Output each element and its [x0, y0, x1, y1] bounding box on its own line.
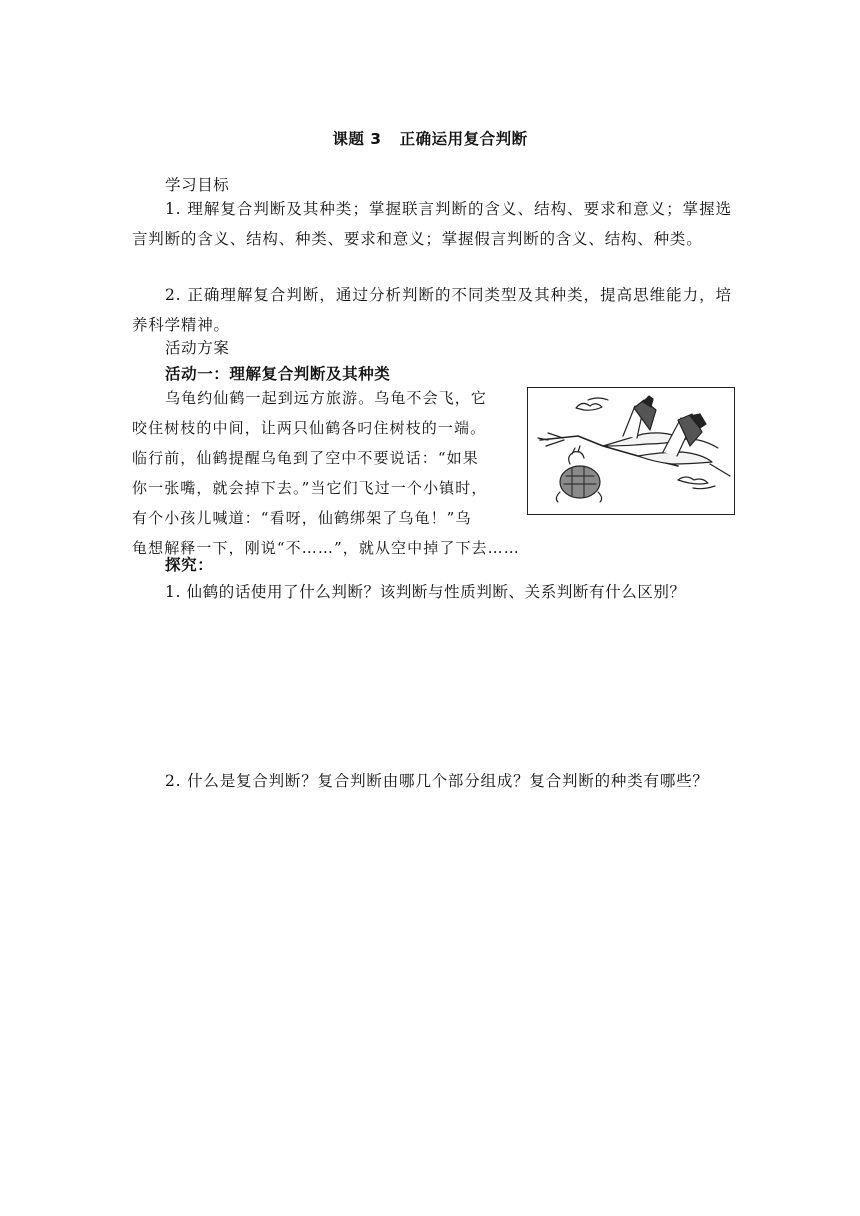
lesson-title	[0, 127, 860, 149]
story-line-3: 临行前，仙鹤提醒乌龟到了空中不要说话：“如果	[132, 449, 479, 467]
goal-1: 1. 理解复合判断及其种类；掌握联言判断的含义、结构、要求和意义；掌握选言判断的含义、结构、种类、要求和意义；掌握假言判断的含义、结构、种类。	[132, 200, 732, 248]
goal-2: 2. 正确理解复合判断，通过分析判断的不同类型及其种类，提高思维能力，培养科学精神。	[132, 286, 732, 334]
story-line-4: 你一张嘴，就会掉下去。”当它们飞过一个小镇时，	[132, 479, 488, 497]
cranes-turtle-illustration-icon	[527, 387, 735, 515]
lesson-number: 课题 3	[332, 130, 382, 148]
section-goals-heading: 学习目标	[165, 176, 230, 194]
activity-1-heading: 活动一：理解复合判断及其种类	[165, 365, 391, 383]
story-line-1: 乌龟约仙鹤一起到远方旅游。乌龟不会飞，它	[165, 389, 488, 407]
story-line-5: 有个小孩儿喊道：“看呀，仙鹤绑架了乌龟！”乌	[132, 509, 472, 527]
section-plan-heading: 活动方案	[165, 339, 230, 357]
lesson-title-text: 正确运用复合判断	[399, 130, 528, 148]
question-2: 2. 什么是复合判断？复合判断由哪几个部分组成？复合判断的种类有哪些？	[165, 772, 709, 790]
explore-label: 探究：	[165, 556, 214, 574]
story-line-2: 咬住树枝的中间，让两只仙鹤各叼住树枝的一端。	[132, 419, 487, 437]
question-1: 1. 仙鹤的话使用了什么判断？该判断与性质判断、关系判断有什么区别？	[165, 583, 686, 601]
story-text	[132, 383, 520, 563]
story-line-6: 龟想解释一下，刚说“不……”，就从空中掉了下去……	[132, 539, 520, 557]
